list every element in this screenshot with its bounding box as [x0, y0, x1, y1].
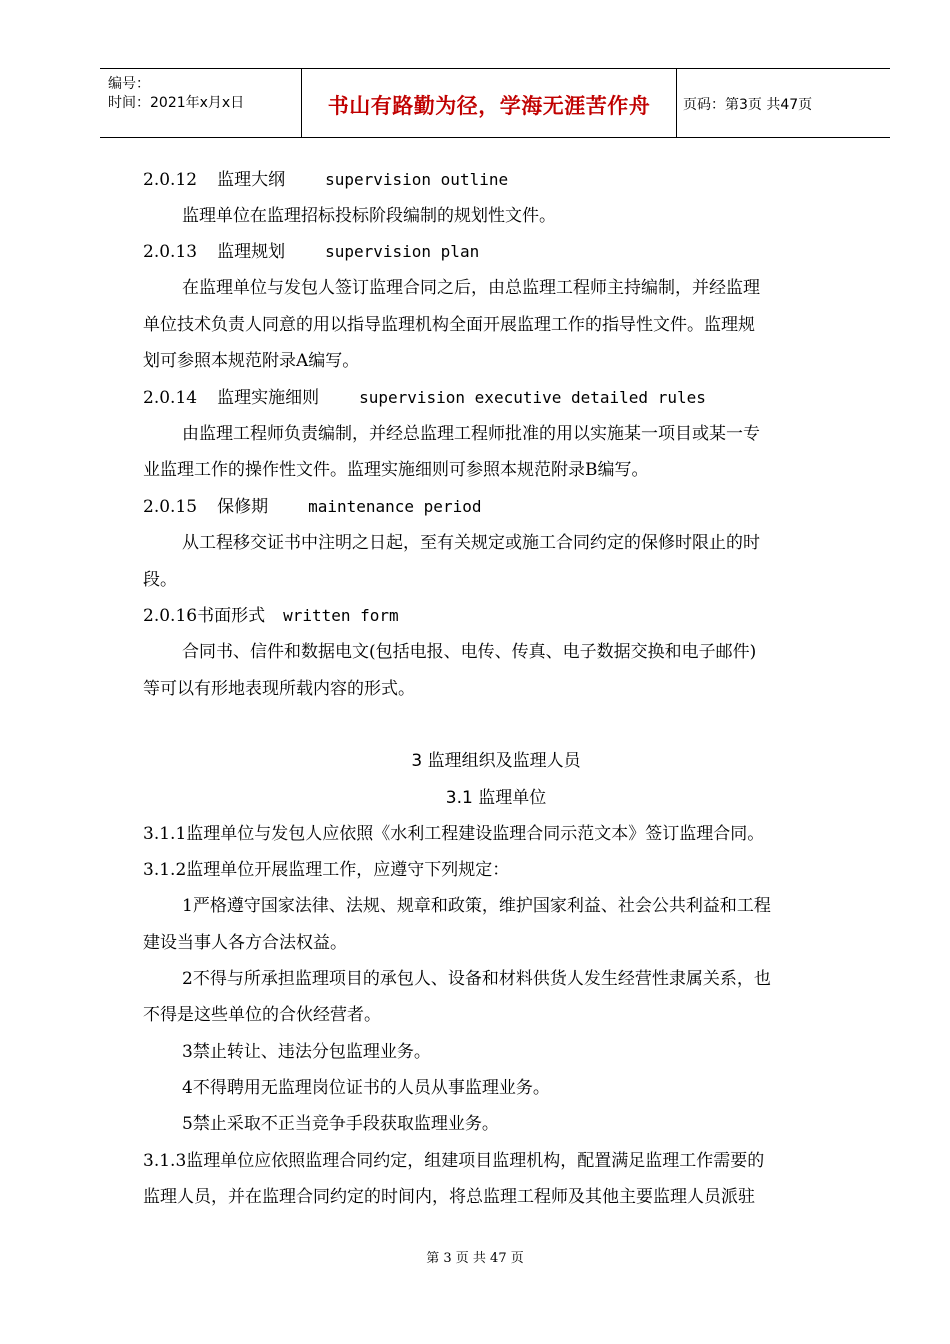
term-cn: 书面形式 [197, 606, 266, 626]
header-divider [676, 69, 677, 137]
paragraph: 监理单位在监理招标投标阶段编制的规划性文件。 [182, 206, 556, 226]
paragraph: 等可以有形地表现所载内容的形式。 [143, 679, 415, 699]
term-cn: 监理规划 [217, 242, 286, 262]
term-en: written form [283, 606, 399, 625]
page-footer: 第 3 页 共 47 页 [426, 1251, 524, 1266]
term-en: maintenance period [308, 497, 482, 516]
list-item-cont: 不得是这些单位的合伙经营者。 [143, 1005, 381, 1025]
term-number: 2.0.16 [143, 606, 198, 626]
term-heading-2-0-12 [143, 169, 508, 191]
header-page-code: 页码：第3页 共47页 [683, 97, 813, 113]
term-en: supervision outline [325, 170, 509, 189]
list-item: 1严格遵守国家法律、法规、规章和政策，维护国家利益、社会公共利益和工程 [182, 896, 771, 916]
chapter-title: 3 监理组织及监理人员 [411, 751, 581, 771]
clause-3-1-3-cont: 监理人员，并在监理合同约定的时间内，将总监理工程师及其他主要监理人员派驻 [143, 1187, 755, 1207]
term-en: supervision plan [325, 242, 480, 261]
time-label: 时间：2021年x月x日 [108, 95, 245, 111]
term-heading-2-0-14 [143, 387, 706, 409]
paragraph: 单位技术负责人同意的用以指导监理机构全面开展监理工作的指导性文件。监理规 [143, 315, 755, 335]
term-number: 2.0.15 [143, 497, 198, 517]
list-item: 3禁止转让、违法分包监理业务。 [182, 1042, 431, 1062]
term-number: 2.0.13 [143, 242, 198, 262]
list-item: 4不得聘用无监理岗位证书的人员从事监理业务。 [182, 1078, 550, 1098]
list-item-cont: 建设当事人各方合法权益。 [143, 933, 347, 953]
paragraph: 合同书、信件和数据电文(包括电报、电传、传真、电子数据交换和电子邮件) [182, 642, 757, 662]
term-cn: 监理实施细则 [217, 388, 320, 408]
paragraph: 由监理工程师负责编制，并经总监理工程师批准的用以实施某一项目或某一专 [182, 424, 760, 444]
term-heading-2-0-13 [143, 241, 479, 263]
term-cn: 保修期 [217, 497, 269, 517]
section-title: 3.1 监理单位 [445, 788, 547, 808]
clause-3-1-2: 3.1.2监理单位开展监理工作，应遵守下列规定： [143, 860, 510, 880]
number-label: 编号： [108, 76, 150, 92]
paragraph: 在监理单位与发包人签订监理合同之后，由总监理工程师主持编制，并经监理 [182, 278, 760, 298]
term-heading-2-0-16 [143, 605, 399, 627]
term-cn: 监理大纲 [217, 170, 286, 190]
term-number: 2.0.12 [143, 170, 198, 190]
page-header [100, 68, 890, 138]
term-number: 2.0.14 [143, 388, 198, 408]
paragraph: 划可参照本规范附录A编写。 [143, 351, 360, 371]
header-meta [108, 75, 244, 113]
term-en: supervision executive detailed rules [359, 388, 706, 407]
paragraph: 业监理工作的操作性文件。监理实施细则可参照本规范附录B编写。 [143, 460, 649, 480]
paragraph: 段。 [143, 570, 177, 590]
header-motto: 书山有路勤为径，学海无涯苦作舟 [327, 94, 651, 118]
list-item: 2不得与所承担监理项目的承包人、设备和材料供货人发生经营性隶属关系，也 [182, 969, 771, 989]
clause-3-1-1: 3.1.1监理单位与发包人应依照《水利工程建设监理合同示范文本》签订监理合同。 [143, 824, 765, 844]
paragraph: 从工程移交证书中注明之日起，至有关规定或施工合同约定的保修时限止的时 [182, 533, 760, 553]
clause-3-1-3: 3.1.3监理单位应依照监理合同约定，组建项目监理机构，配置满足监理工作需要的 [143, 1151, 765, 1171]
list-item: 5禁止采取不正当竞争手段获取监理业务。 [182, 1114, 499, 1134]
term-heading-2-0-15 [143, 496, 481, 518]
